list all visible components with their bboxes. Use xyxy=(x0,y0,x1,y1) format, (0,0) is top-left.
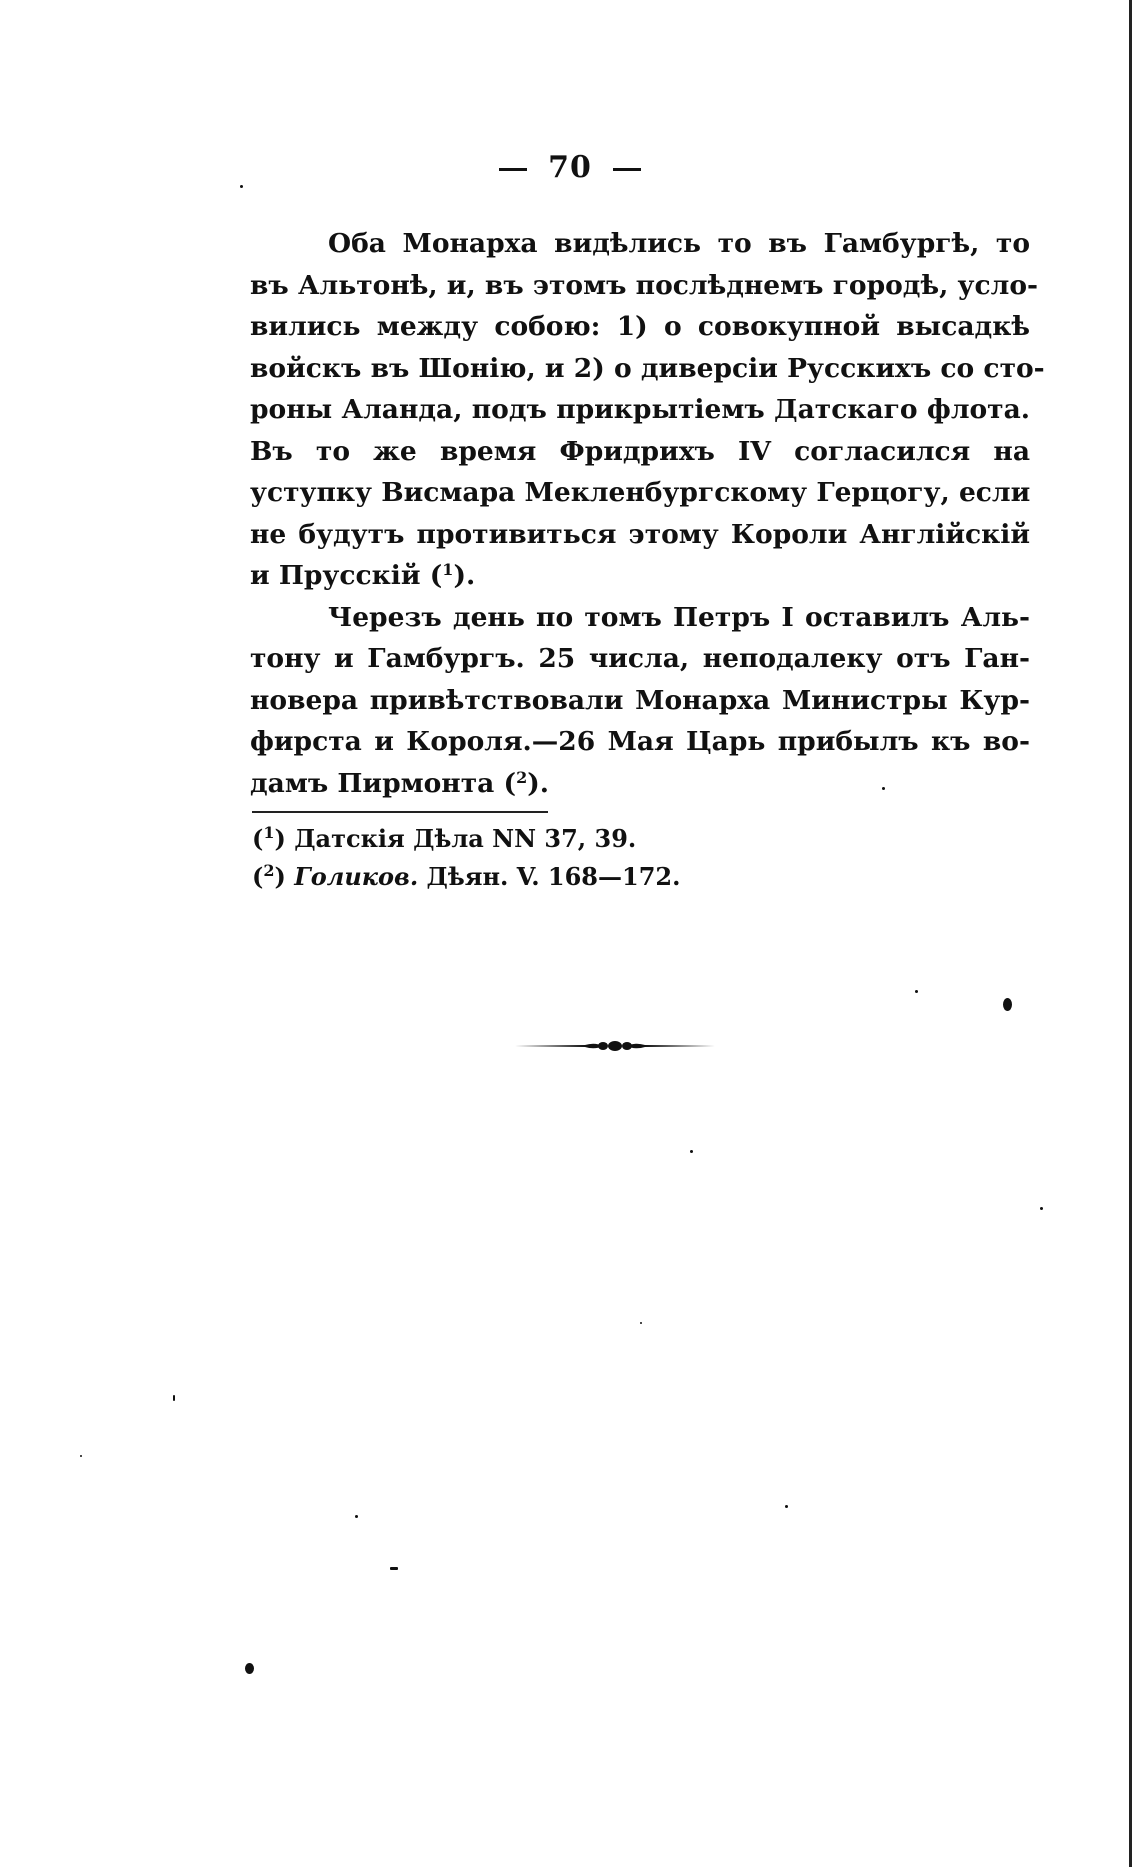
footnote-paren: ( xyxy=(252,824,264,853)
text-line: войскъ въ Шонію, и 2) о диверсіи Русскихъ со сто- xyxy=(250,352,1045,384)
page-edge xyxy=(1129,0,1132,1867)
text-line: новера привѣтствовали Монарха Министры Кур- xyxy=(250,684,1030,716)
ink-speck xyxy=(173,1395,175,1401)
text-line: тону и Гамбургъ. 25 числа, неподалеку отъ Ган- xyxy=(250,643,1030,674)
footnote-1 xyxy=(252,820,680,858)
footnote-mark: 1 xyxy=(263,823,275,842)
ink-speck xyxy=(690,1150,693,1153)
text-line: роны Аланда, подъ прикрытіемъ Датскаго флота. xyxy=(250,394,1030,425)
line-text: и Прусскій ( xyxy=(250,560,443,591)
ink-speck xyxy=(1003,998,1012,1011)
text-line: не будутъ противиться этому Короли Англійскій xyxy=(250,518,1030,550)
page-number xyxy=(0,150,1140,185)
line-text: ). xyxy=(453,560,476,591)
footnote-text: Дѣян. V. 168—172. xyxy=(418,862,681,891)
text-line: фирста и Короля.—26 Мая Царь прибылъ къ во- xyxy=(250,726,1030,757)
dash-left xyxy=(499,168,527,171)
line-text: ). xyxy=(527,767,549,799)
text-line: уступку Висмара Мекленбургскому Герцогу, если xyxy=(250,477,1031,508)
paragraph-1 xyxy=(250,223,1045,597)
ink-speck xyxy=(355,1515,358,1518)
footnote-paren: ( xyxy=(252,862,264,891)
ink-speck xyxy=(785,1505,788,1508)
footnotes xyxy=(252,820,680,896)
ink-speck xyxy=(245,1663,254,1674)
dash-right xyxy=(613,168,641,171)
text-line: Оба Монарха видѣлись то въ Гамбургѣ, то xyxy=(328,228,1030,259)
footnote-paren: ) xyxy=(274,824,286,853)
ink-speck xyxy=(240,185,243,188)
text-line xyxy=(250,555,1030,597)
footnote-mark: 2 xyxy=(263,861,275,880)
text-line: Черезъ день по томъ Петръ I оставилъ Аль- xyxy=(328,601,1030,633)
ink-speck xyxy=(882,787,885,790)
footnote-author: Голиков. xyxy=(285,862,419,891)
footnote-rule xyxy=(252,811,548,813)
footnote-2 xyxy=(252,858,680,896)
ink-speck xyxy=(915,990,918,993)
footnote-paren: ) xyxy=(274,862,286,891)
footnote-ref-2: 2 xyxy=(516,767,528,787)
page-number-value: 70 xyxy=(548,150,592,185)
footnote-text: Датскія Дѣла NN 37, 39. xyxy=(285,824,637,853)
paragraph-2 xyxy=(250,597,1030,805)
ink-speck xyxy=(390,1567,398,1570)
text-line xyxy=(250,763,1030,805)
ink-speck xyxy=(640,1322,642,1324)
ink-speck xyxy=(1040,1207,1043,1210)
line-text: дамъ Пирмонта ( xyxy=(250,767,517,799)
main-text xyxy=(250,223,1045,804)
ink-speck xyxy=(80,1455,82,1457)
footnote-ref-1: 1 xyxy=(442,560,454,579)
text-line: Въ то же время Фридрихъ IV согласился на xyxy=(250,435,1030,467)
end-ornament xyxy=(515,1039,715,1053)
text-line: вились между собою: 1) о совокупной высадкѣ xyxy=(250,311,1030,342)
text-line: въ Альтонѣ, и, въ этомъ послѣднемъ городѣ, усло- xyxy=(250,269,1039,301)
